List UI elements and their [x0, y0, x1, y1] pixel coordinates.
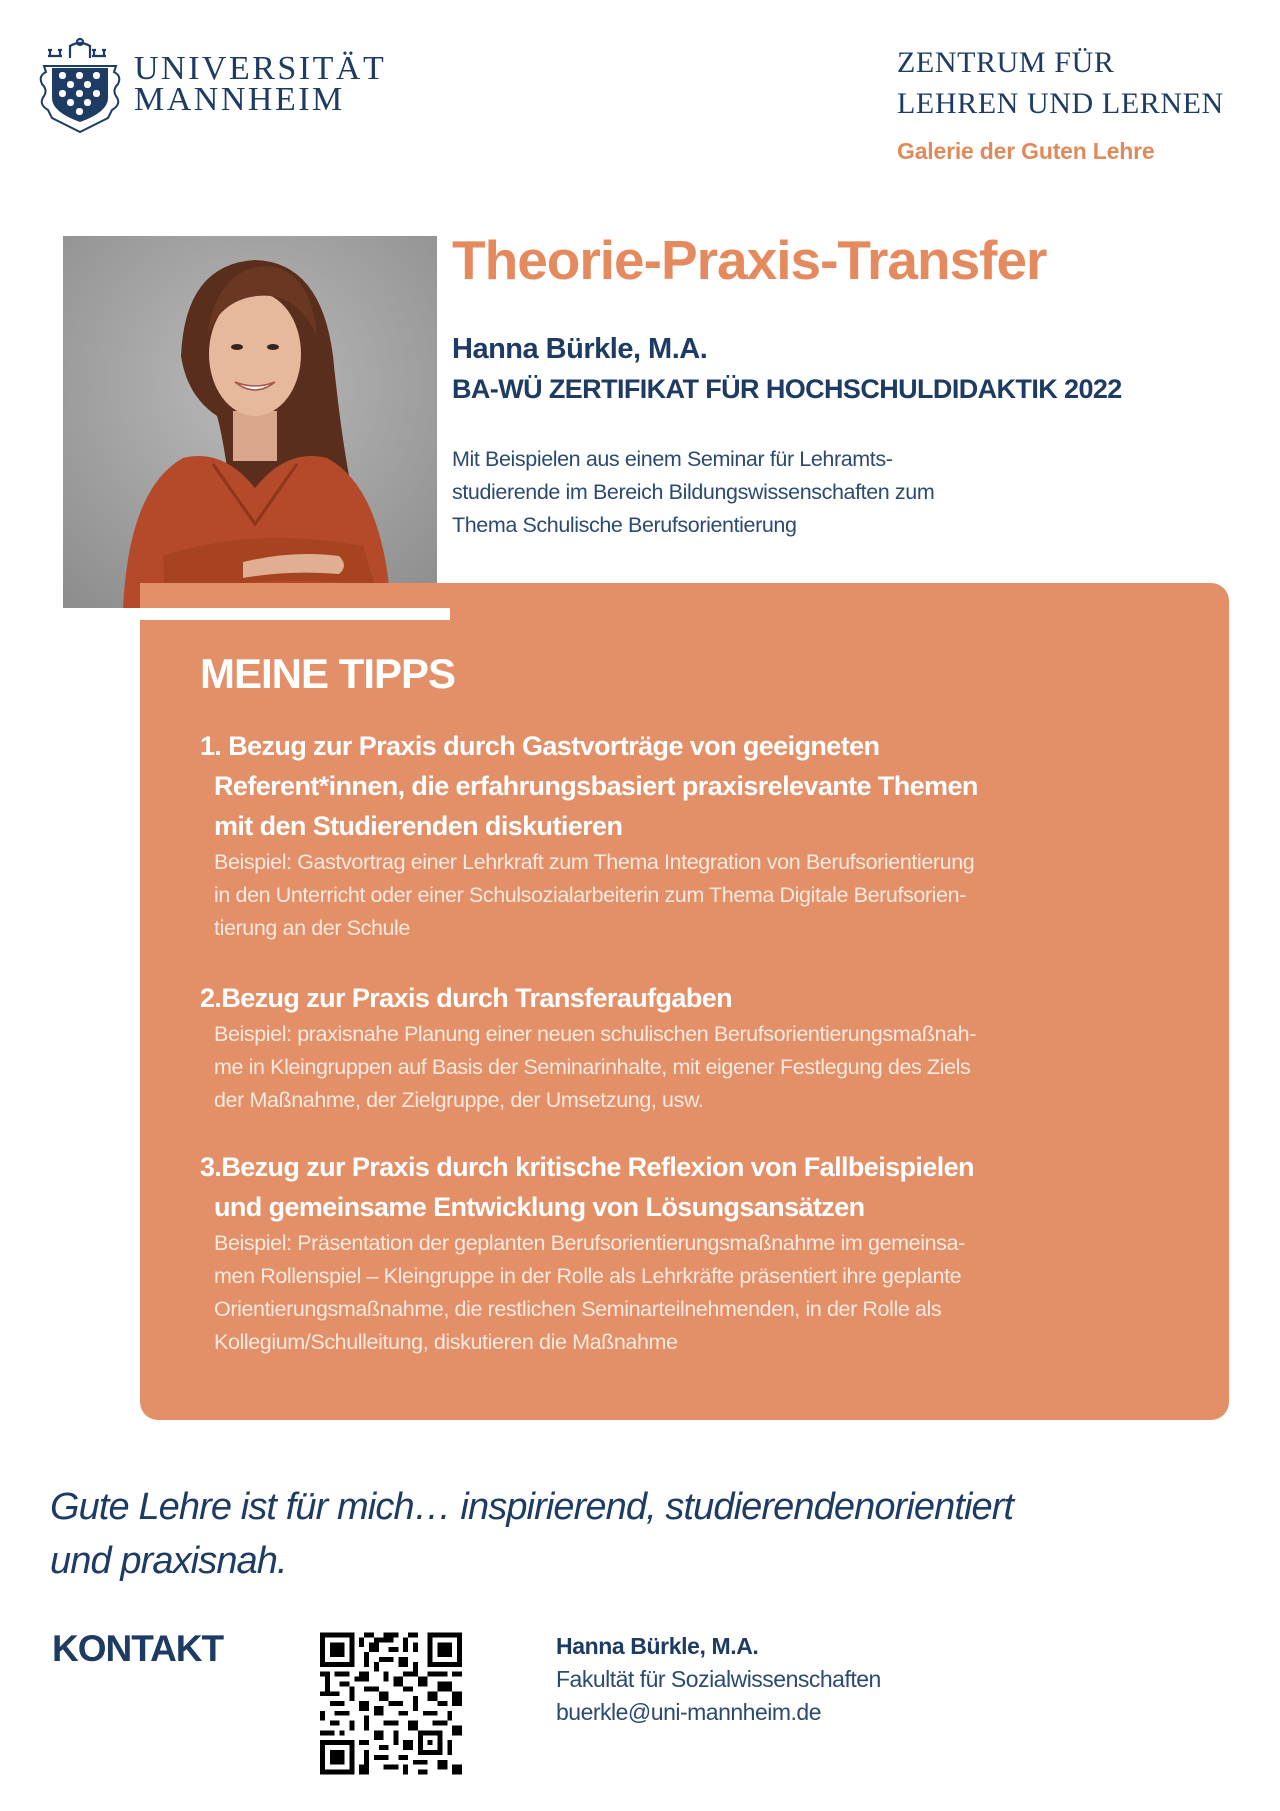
contact-email-link[interactable]: buerkle@uni-mannheim.de: [556, 1699, 821, 1725]
contact-faculty: Fakultät für Sozialwissenschaften: [556, 1666, 881, 1692]
center-name-line1: ZENTRUM FÜR: [897, 46, 1115, 79]
tip-title-line: und gemeinsame Entwicklung von Lösungsansätzen: [214, 1192, 865, 1222]
tip-title-line: 2.Bezug zur Praxis durch Transferaufgaben: [200, 983, 733, 1013]
tip-item-1: [200, 726, 1200, 945]
tip-title-line: 3.Bezug zur Praxis durch kritische Reflexion von Fallbeispielen: [200, 1152, 974, 1182]
tip-example: [200, 846, 1200, 945]
gallery-subtitle: Galerie der Guten Lehre: [897, 138, 1155, 164]
quote-line: und praxisnah.: [50, 1540, 287, 1582]
contact-heading: KONTAKT: [52, 1628, 224, 1669]
center-name-line2: LEHREN UND LERNEN: [897, 87, 1224, 120]
university-crest-icon: [34, 34, 126, 134]
tip-example-line: tierung an der Schule: [214, 916, 410, 940]
tip-example-line: in den Unterricht oder einer Schulsozialarbeiterin zum Thema Digitale Berufsorien-: [214, 883, 966, 907]
center-name: [897, 42, 1224, 124]
tip-example-line: Orientierungsmaßnahme, die restlichen Seminarteilnehmenden, in der Rolle als: [214, 1297, 942, 1321]
description-line: Thema Schulische Berufsorientierung: [452, 513, 797, 537]
tip-example-line: Beispiel: Präsentation der geplanten Berufsorientierungsmaßnahme im gemeinsa-: [214, 1231, 965, 1255]
quote-line: Gute Lehre ist für mich… inspirierend, studierendenorientiert: [50, 1486, 1014, 1528]
university-wordmark: [134, 50, 387, 118]
tip-example-line: men Rollenspiel – Kleingruppe in der Rolle als Lehrkräfte präsentiert ihre geplante: [214, 1264, 962, 1288]
portrait-image-icon: [63, 236, 437, 608]
tip-title: [200, 978, 1200, 1018]
photo-frame-gap: [63, 608, 450, 620]
tip-example-line: Kollegium/Schulleitung, diskutieren die Maßnahme: [214, 1330, 678, 1354]
tip-example: [200, 1227, 1200, 1359]
university-name-line2: MANNHEIM: [134, 81, 345, 118]
tip-title: [200, 726, 1200, 846]
university-logo: [34, 34, 404, 134]
presenter-name: Hanna Bürkle, M.A.: [452, 333, 708, 365]
description-line: Mit Beispielen aus einem Seminar für Lehramts-: [452, 447, 893, 471]
portrait-photo: [63, 236, 437, 608]
tip-title-line: 1. Bezug zur Praxis durch Gastvorträge von geeigneten: [200, 731, 880, 761]
university-name-line1: UNIVERSITÄT: [134, 50, 387, 87]
tips-heading: MEINE TIPPS: [200, 650, 456, 697]
tip-title-line: mit den Studierenden diskutieren: [214, 811, 623, 841]
tip-example: [200, 1018, 1200, 1117]
tip-item-3: [200, 1147, 1200, 1359]
poster-title: Theorie-Praxis-Transfer: [452, 229, 1047, 291]
tip-example-line: me in Kleingruppen auf Basis der Seminarinhalte, mit eigener Festlegung des Ziels: [214, 1055, 971, 1079]
seminar-description: [452, 443, 934, 542]
qr-code-icon[interactable]: [320, 1632, 462, 1775]
contact-name: Hanna Bürkle, M.A.: [556, 1633, 759, 1659]
tip-example-line: der Maßnahme, der Zielgruppe, der Umsetzung, usw.: [214, 1088, 704, 1112]
tip-example-line: Beispiel: praxisnahe Planung einer neuen schulischen Berufsorientierungsmaßnah-: [214, 1022, 976, 1046]
tip-title-line: Referent*innen, die erfahrungsbasiert praxisrelevante Themen: [214, 771, 978, 801]
certificate-line: BA-WÜ ZERTIFIKAT FÜR HOCHSCHULDIDAKTIK 2022: [452, 374, 1122, 404]
tip-example-line: Beispiel: Gastvortrag einer Lehrkraft zum Thema Integration von Berufsorientierung: [214, 850, 975, 874]
description-line: studierende im Bereich Bildungswissenschaften zum: [452, 480, 935, 504]
good-teaching-quote: [50, 1480, 1230, 1588]
tip-title: [200, 1147, 1200, 1227]
tip-item-2: [200, 978, 1200, 1117]
